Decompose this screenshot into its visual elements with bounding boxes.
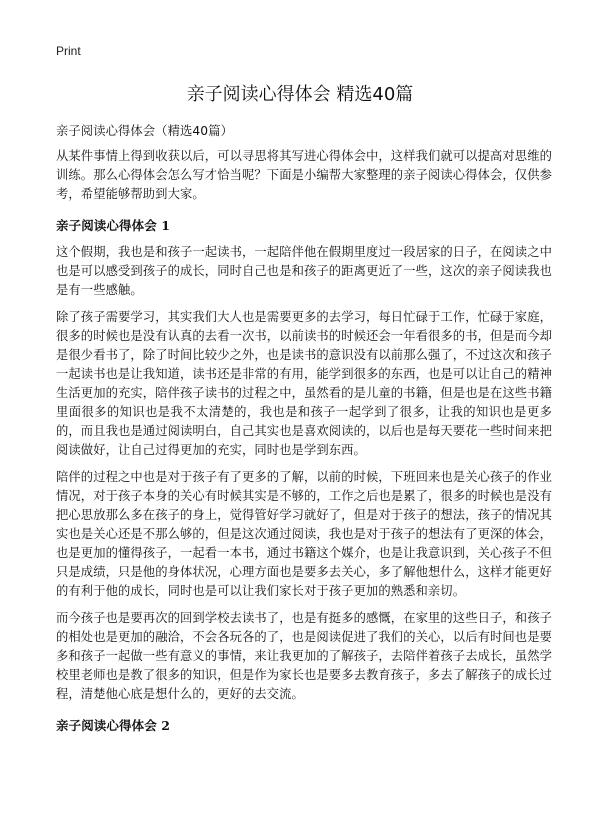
- intro-paragraph: 从某件事情上得到收获以后，可以寻思将其写进心得体会中，这样我们就可以提高对思维的训练。那么心得体会怎么写才恰当呢？下面是小编帮大家整理的亲子阅读心得体会，仅供参考，希望能够帮助到大家。: [56, 149, 552, 201]
- section1-paragraph-1: 这个假期，我也是和孩子一起读书，一起陪伴他在假期里度过一段居家的日子，在阅读之中也是可以感受到孩子的成长，同时自己也是和孩子的距离更近了一些，这次的亲子阅读我也是有一些感触。: [56, 245, 552, 297]
- page-title: 亲子阅读心得体会 精选40篇: [186, 84, 414, 105]
- section1-paragraph-4: 而今孩子也是要再次的回到学校去读书了，也是有挺多的感慨，在家里的这些日子，和孩子的相处也是更加的融洽，不会各玩各的了，也是阅读促进了我们的关心，以后有时间也是要多和孩子一起做一些有意义的事情，来让我更加的了解孩子，去陪伴着孩子去成长，虽然学校里老师也是教了很多的知识，但是作为家长也是要多去教育孩子，多去了解孩子的成长过程，清楚他心底是想什么的，更好的去交流。: [56, 611, 552, 701]
- section-heading-1: 亲子阅读心得体会 1: [56, 218, 171, 233]
- section1-paragraph-2: 除了孩子需要学习，其实我们大人也是需要更多的去学习，每日忙碌于工作，忙碌于家庭，很多的时候也是没有认真的去看一次书，以前读书的时候还会一年看很多的书，但是而今却是很少看书了，除了时间比较少之外，也是读书的意识没有以前那么强了，不过这次和孩子一起读书也是让我知道，读书还是非常的有用，能学到很多的东西，也是可以让自己的精神生活更加的充实，陪伴孩子读书的过程之中，虽然看的是儿童的书籍，但是也是在这些书籍里面很多的知识也是我不太清楚的，我也是和孩子一起学到了很多，让我的知识也是更多的，而且我也是通过阅读明白，自己其实也是喜欢阅读的，以后也是每天要花一些时间来把阅读做好，让自己过得更加的充实，同时也是学到东西。: [56, 310, 552, 457]
- article-subtitle: 亲子阅读心得体会（精选40篇）: [56, 124, 234, 138]
- article-body: [56, 122, 552, 743]
- section-heading-2: 亲子阅读心得体会 2: [56, 718, 171, 733]
- print-link[interactable]: Print: [56, 44, 81, 58]
- section1-paragraph-3: 陪伴的过程之中也是对于孩子有了更多的了解，以前的时候，下班回来也是关心孩子的作业情况，对于孩子本身的关心有时候其实是不够的，工作之后也是累了，很多的时候也是没有把心思放那么多在孩子的身上，觉得管好学习就好了，但是对于孩子的想法，孩子的情况其实也是关心还是不那么够的，但是这次通过阅读，我也是对于孩子的想法有了更深的体会，也是更加的懂得孩子，一起看一本书，通过书籍这个媒介，也是让我意识到，关心孩子不但只是成绩，只是他的身体状况，心理方面也是要多去关心，多了解他想什么，这样才能更好的有利于他的成长，同时也是可以让我们家长对于孩子更加的熟悉和亲切。: [56, 470, 552, 598]
